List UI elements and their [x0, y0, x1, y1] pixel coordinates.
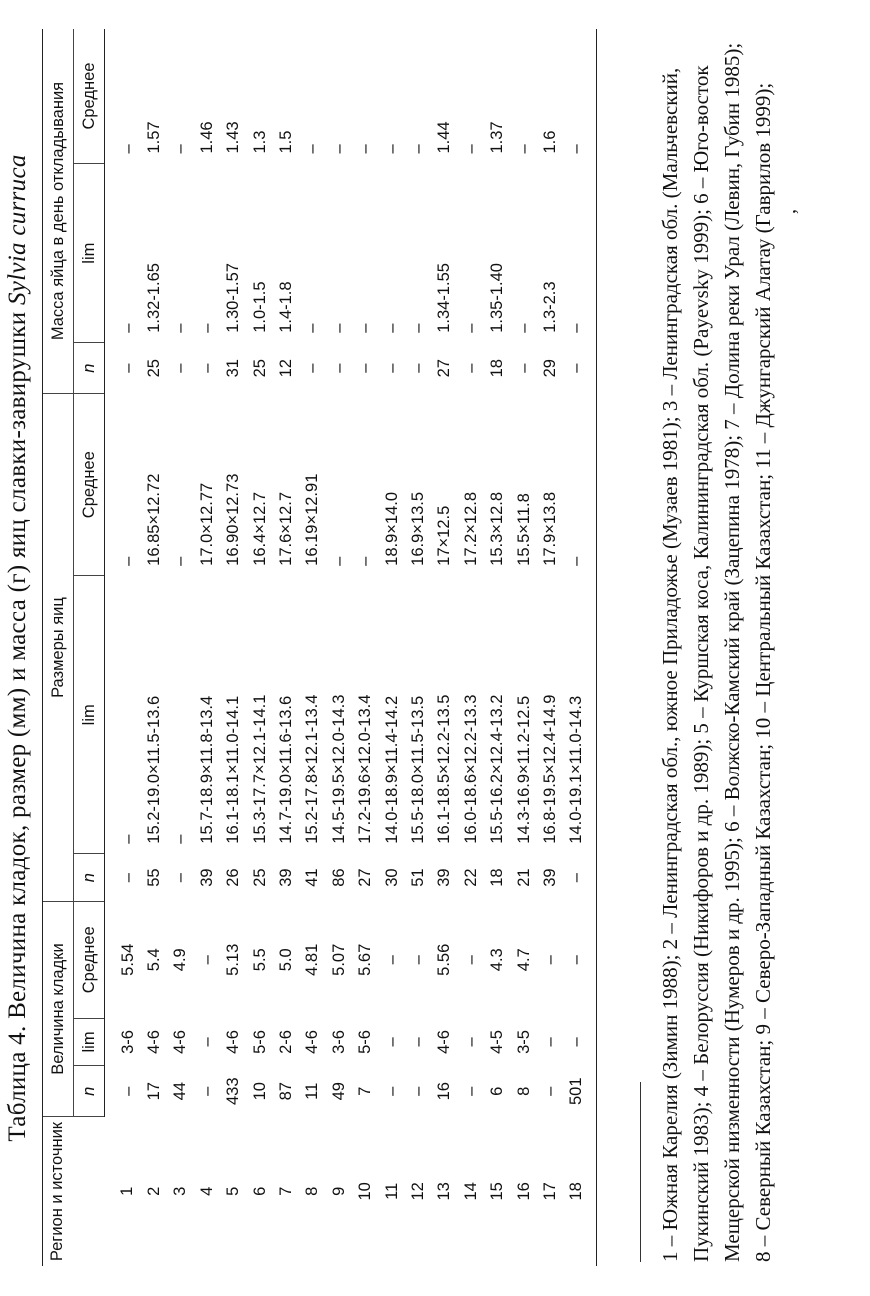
cell-clutch-lim: 2-6 [277, 1030, 296, 1054]
cell-region: 18 [564, 1117, 597, 1266]
cell-region: 4 [197, 1186, 216, 1196]
cell-mass-mean: 1.44 [435, 121, 454, 154]
cell-region: 8 [303, 1186, 322, 1196]
table-row [141, 29, 167, 1266]
cell-mass-lim: – [303, 323, 322, 333]
table-row [194, 29, 220, 1266]
cell-size-n: 86 [329, 868, 348, 887]
cell-clutch-lim: 4-6 [145, 1030, 164, 1054]
cell-mass-n: – [171, 363, 190, 373]
cell-clutch-n: 11 [303, 1082, 322, 1100]
cell-size-lim: 15.3-17.7×12.1-14.1 [250, 694, 269, 844]
cell-mass-n: 25 [145, 359, 164, 378]
cell-clutch-lim: 4-6 [171, 1030, 190, 1054]
cell-mass-lim: 1.34-1.55 [435, 263, 454, 333]
cell-mass-n: – [514, 363, 533, 373]
cell-clutch-mean: 4.3 [488, 948, 507, 972]
cell-mass-n: – [408, 363, 427, 373]
cell-clutch-mean: 4.81 [303, 943, 322, 976]
cell-region: 9 [329, 1186, 348, 1196]
cell-size-mean: 17.9×13.8 [540, 491, 559, 566]
cell-mass-mean: – [564, 29, 597, 164]
cell-clutch-lim: – [564, 1018, 597, 1066]
cell-mass-n: 29 [540, 359, 559, 378]
cell-clutch-n: 7 [356, 1086, 375, 1096]
cell-size-lim: 16.8-19.5×12.4-14.9 [540, 694, 559, 844]
cell-region: 2 [145, 1186, 164, 1196]
cell-size-mean: 16.19×12.91 [303, 473, 322, 566]
cell-clutch-mean: 5.0 [277, 948, 296, 972]
footnote-line: 8 – Северный Казахстан; 9 – Северо-Западный Казахстан; 10 – Центральный Казахстан; 11 – Джунгарский Алатау (Гаврилов 1999); [751, 82, 775, 1262]
footnote-line: Пукинский 1983); 4 – Белоруссия (Никифоров и др. 1989); 5 – Куршская коса, Калининградская обл. (Payevsky 1999); 6 – Юго-восток [689, 65, 713, 1262]
cell-clutch-mean: 4.9 [171, 948, 190, 972]
header-egg-size: Размеры яиц [43, 394, 74, 902]
cell-clutch-mean: – [540, 955, 559, 965]
cell-region: 11 [382, 1182, 401, 1200]
cell-region: 16 [514, 1182, 533, 1201]
cell-size-lim: 15.7-18.9×11.8-13.4 [197, 695, 216, 844]
cell-size-n: – [118, 873, 137, 883]
cell-mass-n: – [461, 363, 480, 373]
cell-clutch-mean: 5.07 [329, 943, 348, 976]
cell-size-lim: 14.0-19.1×11.0-14.3 [564, 576, 597, 854]
cell-mass-n: – [197, 363, 216, 373]
header-size-n: n [74, 854, 105, 902]
cell-clutch-mean: 4.7 [514, 948, 533, 972]
cell-mass-mean: 1.57 [145, 121, 164, 154]
cell-region: 3 [171, 1186, 190, 1196]
cell-clutch-mean: 5.5 [250, 948, 269, 972]
footnotes [640, 22, 866, 1262]
cell-mass-n: 27 [435, 359, 454, 378]
cell-mass-lim: – [514, 323, 533, 333]
cell-region: 10 [356, 1182, 375, 1201]
table-row [511, 29, 537, 1266]
cell-mass-n: – [356, 363, 375, 373]
cell-region: 7 [277, 1186, 296, 1196]
cell-mass-lim: 1.0-1.5 [250, 281, 269, 333]
cell-clutch-n: 87 [277, 1082, 296, 1101]
cell-clutch-mean: – [382, 955, 401, 965]
cell-mass-n: 31 [224, 359, 243, 378]
cell-clutch-lim: 3-6 [329, 1030, 348, 1054]
cell-clutch-lim: – [197, 1037, 216, 1047]
cell-mass-mean: – [303, 144, 322, 154]
cell-mass-lim: – [118, 323, 137, 333]
table-row [273, 29, 299, 1266]
cell-size-mean: – [171, 556, 190, 566]
cell-size-lim: 16.1-18.5×12.2-13.5 [435, 694, 454, 844]
cell-mass-n: – [382, 363, 401, 373]
cell-clutch-lim: – [540, 1037, 559, 1047]
footnote-rule [640, 1082, 641, 1262]
cell-clutch-n: 44 [171, 1082, 190, 1101]
header-size-lim: lim [74, 576, 105, 854]
cell-mass-n: – [303, 363, 322, 373]
caption-species: Sylvia curruca [4, 154, 31, 306]
cell-clutch-lim: 4-6 [303, 1030, 322, 1054]
cell-size-lim: – [118, 834, 137, 844]
cell-clutch-lim: 4-6 [224, 1030, 243, 1054]
cell-clutch-n: 17 [145, 1082, 164, 1101]
corner-mark: , [778, 209, 800, 214]
header-clutch-n: n [74, 1066, 105, 1117]
cell-region: 15 [488, 1182, 507, 1201]
cell-clutch-n: – [382, 1086, 401, 1096]
cell-clutch-mean: 5.67 [356, 943, 375, 976]
cell-mass-lim: – [564, 164, 597, 343]
cell-mass-lim: 1.35-1.40 [488, 263, 507, 333]
header-size-mean: Среднее [74, 394, 105, 576]
cell-mass-mean: – [514, 144, 533, 154]
header-mass-mean: Среднее [74, 29, 105, 164]
table-row [564, 29, 597, 1266]
cell-mass-mean: – [356, 144, 375, 154]
cell-mass-mean: 1.5 [277, 130, 296, 154]
cell-mass-mean: – [382, 144, 401, 154]
cell-size-mean: 16.4×12.7 [250, 491, 269, 566]
cell-size-n: 18 [488, 868, 507, 887]
cell-region: 17 [540, 1182, 559, 1201]
cell-size-lim: 14.0-18.9×11.4-14.2 [382, 695, 401, 844]
table-row [300, 29, 326, 1266]
cell-clutch-mean: 5.54 [118, 943, 137, 976]
cell-size-mean: – [564, 394, 597, 576]
cell-clutch-n: 433 [224, 1077, 243, 1105]
table-row [168, 29, 194, 1266]
cell-clutch-n: – [540, 1086, 559, 1096]
cell-region: 12 [408, 1182, 427, 1201]
cell-size-lim: 14.3-16.9×11.2-12.5 [514, 695, 533, 844]
header-mass-n: n [74, 343, 105, 394]
cell-mass-mean: 1.43 [224, 121, 243, 154]
cell-mass-lim: 1.4-1.8 [277, 281, 296, 333]
cell-size-mean: – [329, 556, 348, 566]
cell-clutch-lim: – [408, 1037, 427, 1047]
table-row [221, 29, 247, 1266]
cell-clutch-mean: – [564, 901, 597, 1018]
cell-size-n: – [564, 854, 597, 902]
cell-size-mean: 16.9×13.5 [408, 491, 427, 566]
cell-clutch-mean: 5.13 [224, 943, 243, 976]
cell-size-lim: 16.0-18.6×12.2-13.3 [461, 694, 480, 844]
cell-size-mean: 17.2×12.8 [461, 491, 480, 566]
cell-mass-lim: – [171, 323, 190, 333]
cell-size-lim: 15.2-17.8×12.1-13.4 [303, 694, 322, 844]
cell-clutch-n: 49 [329, 1082, 348, 1101]
table-row [326, 29, 352, 1266]
header-clutch-mean: Среднее [74, 901, 105, 1018]
cell-size-mean: – [356, 556, 375, 566]
cell-mass-lim: 1.32-1.65 [145, 263, 164, 333]
cell-mass-n: – [564, 343, 597, 394]
cell-size-n: 21 [514, 868, 533, 887]
table-row [405, 29, 431, 1266]
cell-size-n: 39 [435, 868, 454, 887]
cell-size-n: 39 [277, 868, 296, 887]
cell-clutch-mean: 5.4 [145, 948, 164, 972]
cell-mass-n: 25 [250, 359, 269, 378]
header-clutch-size: Величина кладки [43, 901, 74, 1116]
cell-clutch-n: – [197, 1086, 216, 1096]
cell-clutch-lim: 5-6 [356, 1030, 375, 1054]
table-row [379, 29, 405, 1266]
cell-size-mean: 17.0×12.77 [197, 482, 216, 566]
cell-size-lim: 15.2-19.0×11.5-13.6 [145, 695, 164, 844]
cell-clutch-n: 8 [514, 1086, 533, 1096]
table-row [105, 29, 142, 1266]
cell-clutch-n: – [461, 1086, 480, 1096]
cell-size-n: 39 [197, 868, 216, 887]
footnote-line: 1 – Южная Карелия (Зимин 1988); 2 – Ленинградская обл., южное Приладожье (Музаев 1981); 3 – Ленинградская обл. (Мальчевский, [658, 67, 682, 1262]
cell-size-lim: 15.5-18.0×11.5-13.5 [408, 695, 427, 844]
cell-region: 5 [224, 1186, 243, 1196]
table-row [458, 29, 484, 1266]
cell-mass-mean: – [329, 144, 348, 154]
cell-clutch-lim: 4-5 [488, 1030, 507, 1054]
cell-size-mean: 17.6×12.7 [277, 491, 296, 566]
cell-region: 13 [435, 1182, 454, 1201]
table-row [537, 29, 563, 1266]
cell-size-lim: – [171, 834, 190, 844]
cell-clutch-n: 16 [435, 1082, 454, 1101]
cell-clutch-n: 501 [564, 1066, 597, 1117]
header-region: Регион и источник [43, 1117, 105, 1266]
cell-region: 14 [461, 1182, 480, 1201]
cell-mass-mean: 1.3 [250, 130, 269, 154]
cell-mass-n: 18 [488, 359, 507, 378]
table-caption [4, 0, 32, 1296]
cell-size-mean: 18.9×14.0 [382, 491, 401, 566]
cell-size-n: 39 [540, 868, 559, 887]
cell-clutch-lim: 3-6 [118, 1030, 137, 1054]
cell-size-n: 30 [382, 868, 401, 887]
cell-mass-lim: – [382, 323, 401, 333]
cell-size-mean: 16.90×12.73 [224, 473, 243, 566]
cell-size-mean: 15.3×12.8 [488, 491, 507, 566]
cell-size-mean: 15.5×11.8 [514, 493, 533, 566]
header-mass-lim: lim [74, 164, 105, 343]
cell-clutch-lim: 3-5 [514, 1030, 533, 1054]
cell-size-n: 41 [303, 868, 322, 887]
cell-clutch-n: – [408, 1086, 427, 1096]
cell-mass-mean: 1.46 [197, 121, 216, 154]
cell-size-n: – [171, 873, 190, 883]
cell-clutch-mean: – [461, 955, 480, 965]
cell-mass-mean: – [408, 144, 427, 154]
cell-clutch-n: – [118, 1086, 137, 1096]
table-row [247, 29, 273, 1266]
cell-size-mean: 16.85×12.72 [145, 473, 164, 566]
footnote-line: Мещерской низменности (Нумеров и др. 1995); 6 – Волжско-Камский край (Зацепина 1978); 7 – Долина реки Урал (Левин, Губин 1985); [720, 42, 744, 1262]
cell-size-mean: 17×12.5 [435, 505, 454, 566]
table-body [105, 29, 597, 1266]
cell-clutch-lim: 4-6 [435, 1030, 454, 1054]
cell-size-n: 26 [224, 868, 243, 887]
cell-mass-n: 12 [277, 359, 296, 378]
cell-mass-lim: – [408, 323, 427, 333]
caption-text: Таблица 4. Величина кладок, размер (мм) и масса (г) яиц славки-завирушки [4, 311, 31, 1142]
cell-clutch-lim: – [461, 1037, 480, 1047]
cell-size-mean: – [118, 556, 137, 566]
cell-mass-lim: – [197, 323, 216, 333]
cell-clutch-mean: – [197, 955, 216, 965]
cell-size-lim: 14.7-19.0×11.6-13.6 [277, 695, 296, 844]
table-row [484, 29, 510, 1266]
cell-size-n: 25 [250, 868, 269, 887]
cell-mass-mean: – [171, 144, 190, 154]
cell-size-n: 51 [408, 868, 427, 887]
table-row [432, 29, 458, 1266]
cell-mass-mean: 1.6 [540, 130, 559, 154]
cell-mass-n: – [329, 363, 348, 373]
cell-size-lim: 16.1-18.1×11.0-14.1 [224, 695, 243, 844]
cell-mass-lim: – [329, 323, 348, 333]
cell-region: 6 [250, 1186, 269, 1196]
cell-size-n: 55 [145, 868, 164, 887]
cell-mass-n: – [118, 363, 137, 373]
cell-size-lim: 14.5-19.5×12.0-14.3 [329, 694, 348, 844]
cell-mass-lim: 1.3-2.3 [540, 281, 559, 333]
data-table [42, 29, 597, 1266]
cell-clutch-lim: – [382, 1037, 401, 1047]
cell-clutch-n: 10 [250, 1082, 269, 1101]
cell-size-lim: 17.2-19.6×12.0-13.4 [356, 694, 375, 844]
cell-mass-lim: – [461, 323, 480, 333]
cell-size-lim: 15.5-16.2×12.4-13.2 [488, 694, 507, 844]
cell-size-n: 22 [461, 868, 480, 887]
cell-mass-mean: 1.37 [488, 121, 507, 154]
cell-mass-mean: – [118, 144, 137, 154]
footnote-text [655, 22, 779, 1262]
cell-mass-lim: – [356, 323, 375, 333]
cell-clutch-mean: 5.56 [435, 943, 454, 976]
cell-clutch-n: 6 [488, 1086, 507, 1096]
cell-clutch-lim: 5-6 [250, 1030, 269, 1054]
cell-region: 1 [118, 1186, 137, 1196]
cell-mass-lim: 1.30-1.57 [224, 263, 243, 333]
header-egg-mass: Масса яйца в день откладывания [43, 29, 74, 394]
table-row [353, 29, 379, 1266]
cell-mass-mean: – [461, 144, 480, 154]
cell-clutch-mean: – [408, 955, 427, 965]
cell-size-n: 27 [356, 868, 375, 887]
header-clutch-lim: lim [74, 1018, 105, 1066]
